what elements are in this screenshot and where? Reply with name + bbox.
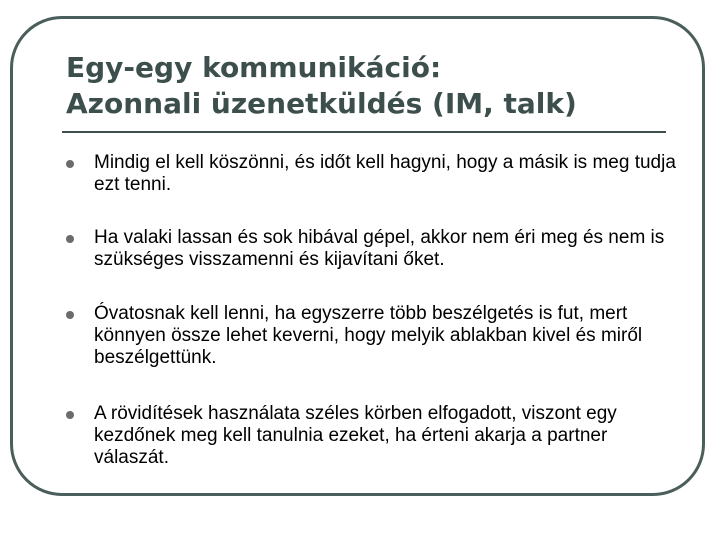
bullet-item	[62, 403, 682, 469]
bullet-dot-icon	[66, 235, 74, 243]
bullet-dot-icon	[66, 311, 74, 319]
bullet-text: A rövidítések használata széles körben elfogadott, viszont egy kezdőnek meg kell tanulnia ezeket, ha érteni akarja a partner válaszát.	[94, 403, 617, 468]
bullet-text: Mindig el kell köszönni, és időt kell hagyni, hogy a másik is meg tudja ezt tenni.	[94, 152, 676, 195]
slide-title	[66, 50, 686, 122]
bullet-list	[62, 150, 682, 469]
slide-title-line-1: Egy-egy kommunikáció:	[66, 51, 442, 84]
bullet-dot-icon	[66, 160, 74, 168]
bullet-text: Ha valaki lassan és sok hibával gépel, akkor nem éri meg és nem is szükséges visszamenni és kijavítani őket.	[94, 227, 665, 270]
bullet-item	[62, 152, 682, 196]
title-underline	[62, 131, 666, 133]
bullet-item	[62, 303, 682, 369]
bullet-text: Óvatosnak kell lenni, ha egyszerre több beszélgetés is fut, mert könnyen össze lehet keverni, hogy melyik ablakban kivel és miről beszélgettünk.	[94, 303, 643, 368]
bullet-item	[62, 227, 682, 271]
bullet-dot-icon	[66, 411, 74, 419]
slide-title-line-2: Azonnali üzenetküldés (IM, talk)	[66, 87, 577, 120]
